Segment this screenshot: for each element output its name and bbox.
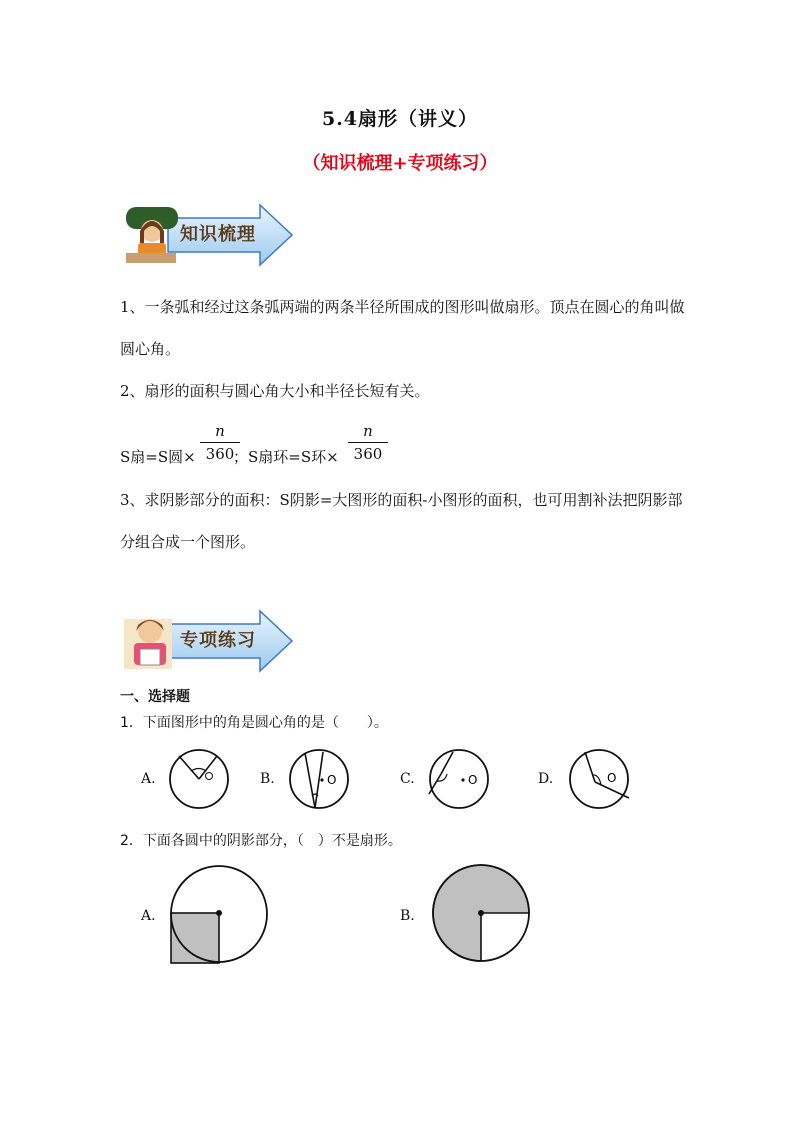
- q1-option-a-label[interactable]: A.: [141, 771, 156, 787]
- knowledge-point-2: 2、扇形的面积与圆心角大小和半径长短有关。: [120, 382, 430, 400]
- practice-banner: [120, 609, 295, 674]
- q2-option-a-figure: [165, 860, 275, 970]
- q1-d-center-label: O: [607, 771, 617, 785]
- q2-option-b-label[interactable]: B.: [400, 908, 415, 924]
- question-1-options: [0, 744, 800, 814]
- fraction-2-denominator: 360: [353, 445, 383, 463]
- formula-part1: S扇=S圆×: [120, 448, 196, 466]
- q1-option-c-label[interactable]: C.: [400, 771, 415, 787]
- knowledge-point-1: 1、一条弧和经过这条弧两端的两条半径所围成的图形叫做扇形。顶点在圆心的角叫做圆心角。: [120, 298, 685, 358]
- knowledge-banner: [120, 203, 295, 268]
- fraction-1-denominator: 360: [205, 445, 235, 463]
- knowledge-banner-label: 知识梳理: [180, 224, 256, 245]
- question-2: 2．下面各圆中的阴影部分，（ ）不是扇形。: [120, 833, 402, 849]
- question-1: 1．下面图形中的角是圆心角的是（ ）。: [120, 715, 388, 731]
- q1-option-a-figure: [165, 744, 235, 814]
- q1-option-c-figure: [425, 744, 495, 814]
- page-subtitle: （知识梳理+专项练习）: [302, 153, 498, 174]
- q1-option-b-label[interactable]: B.: [260, 771, 275, 787]
- practice-banner-label: 专项练习: [180, 630, 256, 651]
- q1-b-center-label: O: [327, 773, 337, 787]
- area-formula: [120, 422, 680, 472]
- fraction-2-numerator: n: [363, 422, 373, 440]
- page-title: 5.4扇形（讲义）: [321, 108, 479, 130]
- q2-option-b-figure: [427, 860, 537, 970]
- fraction-2: [348, 422, 388, 463]
- q1-c-center-label: O: [468, 773, 478, 787]
- section-heading: 一、选择题: [120, 689, 190, 705]
- q2-option-a-label[interactable]: A.: [141, 908, 156, 924]
- q1-option-d-figure: [565, 744, 635, 814]
- q1-option-b-figure: [285, 744, 355, 814]
- formula-part2: ；S扇环=S环×: [233, 448, 339, 466]
- knowledge-point-3: 3、求阴影部分的面积：S阴影=大图形的面积-小图形的面积，也可用割补法把阴影部分组合成一个图形。: [120, 491, 683, 551]
- fraction-1-numerator: n: [215, 422, 225, 440]
- q1-option-d-label[interactable]: D.: [538, 771, 554, 787]
- question-2-options: [0, 860, 800, 975]
